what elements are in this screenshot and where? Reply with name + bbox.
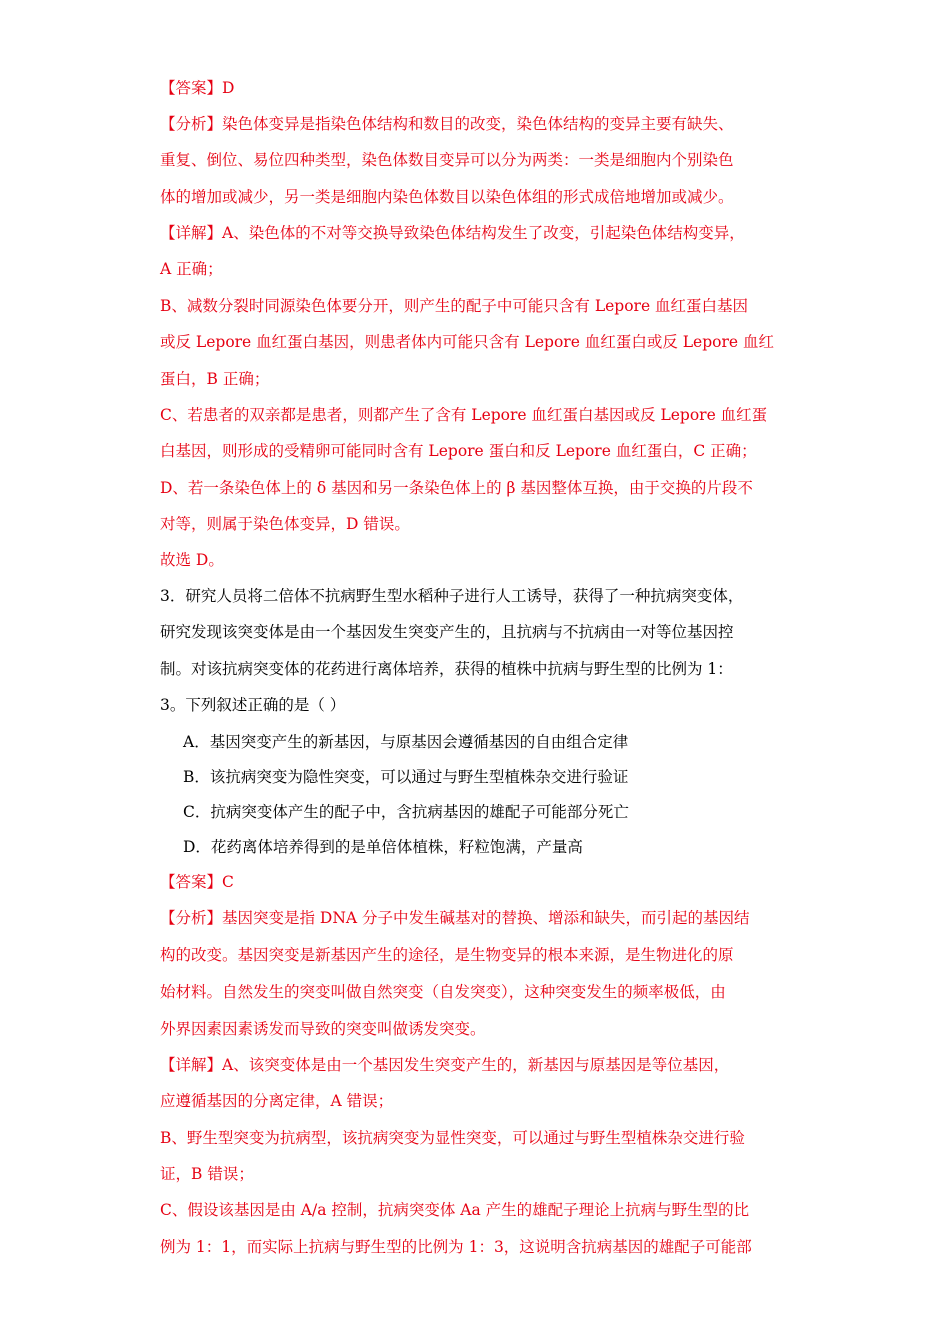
analysis-line: 【分析】基因突变是指 DNA 分子中发生碱基对的替换、增添和缺失，而引起的基因结 bbox=[160, 909, 750, 927]
analysis-line: 构的改变。基因突变是新基因产生的途径，是生物变异的根本来源，是生物进化的原 bbox=[160, 946, 734, 964]
detail-line: 【详解】A、染色体的不对等交换导致染色体结构发生了改变，引起染色体结构变异， bbox=[160, 224, 745, 242]
option-d: D．花药离体培养得到的是单倍体植株，籽粒饱满，产量高 bbox=[183, 838, 583, 856]
detail-line: 或反 Lepore 血红蛋白基因，则患者体内可能只含有 Lepore 血红蛋白或反 Lepore 血红 bbox=[160, 333, 774, 351]
question-stem-line: 3．研究人员将二倍体不抗病野生型水稻种子进行人工诱导，获得了一种抗病突变体， bbox=[160, 587, 744, 605]
detail-line: C、若患者的双亲都是患者，则都产生了含有 Lepore 血红蛋白基因或反 Lepore 血红蛋 bbox=[160, 406, 768, 424]
option-b: B．该抗病突变为隐性突变，可以通过与野生型植株杂交进行验证 bbox=[183, 768, 629, 786]
analysis-line: 重复、倒位、易位四种类型，染色体数目变异可以分为两类：一类是细胞内个别染色 bbox=[160, 151, 734, 169]
detail-line: 白基因，则形成的受精卵可能同时含有 Lepore 蛋白和反 Lepore 血红蛋白，C 正确； bbox=[160, 442, 757, 460]
detail-line: A 正确； bbox=[160, 260, 223, 278]
detail-line: 对等，则属于染色体变异，D 错误。 bbox=[160, 515, 410, 533]
detail-line: 【详解】A、该突变体是由一个基因发生突变产生的，新基因与原基因是等位基因， bbox=[160, 1056, 730, 1074]
detail-line: 应遵循基因的分离定律，A 错误； bbox=[160, 1092, 394, 1110]
detail-line: B、减数分裂时同源染色体要分开，则产生的配子中可能只含有 Lepore 血红蛋白基因 bbox=[160, 297, 749, 315]
question-stem-line: 3。下列叙述正确的是（ ） bbox=[160, 696, 346, 714]
option-c: C．抗病突变体产生的配子中，含抗病基因的雄配子可能部分死亡 bbox=[183, 803, 629, 821]
detail-line: B、野生型突变为抗病型，该抗病突变为显性突变，可以通过与野生型植株杂交进行验 bbox=[160, 1129, 745, 1147]
detail-line: 例为 1：1，而实际上抗病与野生型的比例为 1：3，这说明含抗病基因的雄配子可能部 bbox=[160, 1238, 752, 1256]
analysis-line: 体的增加或减少，另一类是细胞内染色体数目以染色体组的形式成倍地增加或减少。 bbox=[160, 188, 734, 206]
detail-line: D、若一条染色体上的 δ 基因和另一条染色体上的 β 基因整体互换，由于交换的片段不 bbox=[160, 479, 753, 497]
detail-line: 蛋白，B 正确； bbox=[160, 370, 270, 388]
question-stem-line: 制。对该抗病突变体的花药进行离体培养，获得的植株中抗病与野生型的比例为 1： bbox=[160, 660, 733, 678]
detail-line: 故选 D。 bbox=[160, 551, 224, 569]
answer-label: 【答案】D bbox=[160, 79, 235, 97]
answer-label: 【答案】C bbox=[160, 873, 234, 891]
analysis-line: 始材料。自然发生的突变叫做自然突变（自发突变），这种突变发生的频率极低，由 bbox=[160, 983, 726, 1001]
analysis-line: 【分析】染色体变异是指染色体结构和数目的改变，染色体结构的变异主要有缺失、 bbox=[160, 115, 734, 133]
detail-line: 证，B 错误； bbox=[160, 1165, 254, 1183]
option-a: A．基因突变产生的新基因，与原基因会遵循基因的自由组合定律 bbox=[183, 733, 629, 751]
detail-line: C、假设该基因是由 A/a 控制，抗病突变体 Aa 产生的雄配子理论上抗病与野生型的比 bbox=[160, 1201, 750, 1219]
question-stem-line: 研究发现该突变体是由一个基因发生突变产生的，且抗病与不抗病由一对等位基因控 bbox=[160, 623, 734, 641]
analysis-line: 外界因素因素诱发而导致的突变叫做诱发突变。 bbox=[160, 1020, 486, 1038]
